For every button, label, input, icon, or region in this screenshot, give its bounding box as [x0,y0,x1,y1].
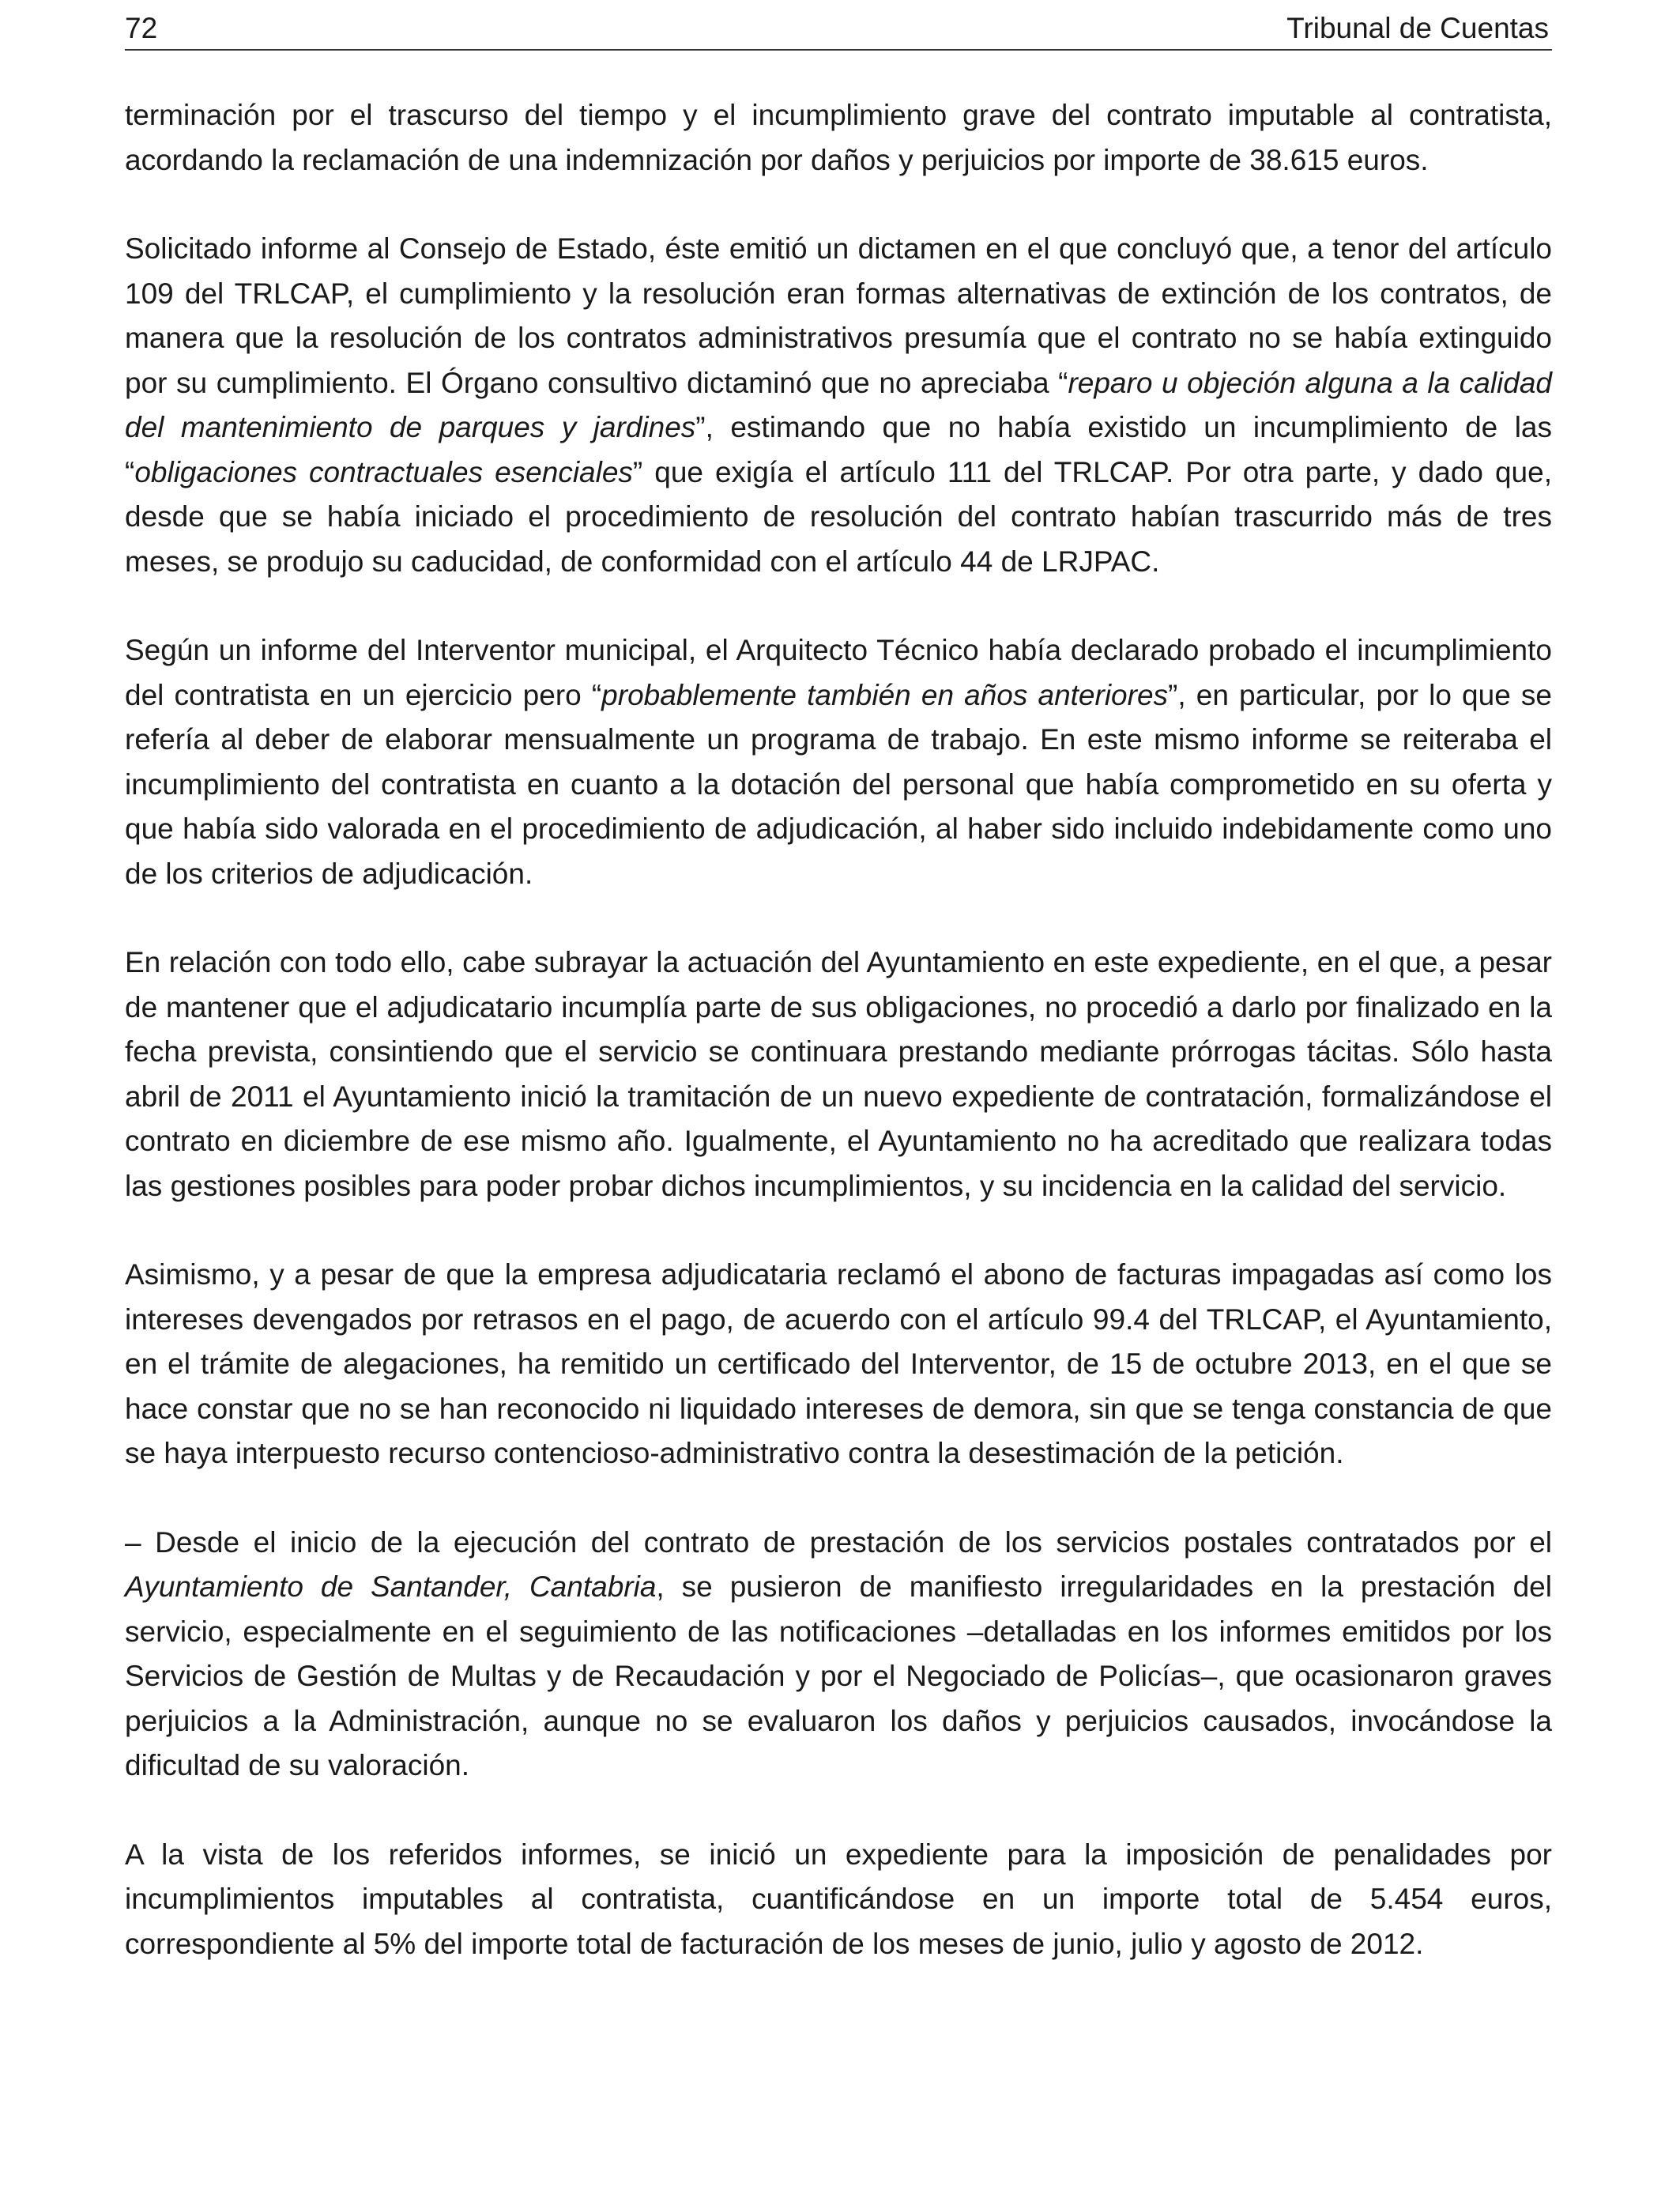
paragraph-4 [125,941,1552,1208]
paragraph-2-text-a: Solicitado informe al Consejo de Estado, éste emitió un dictamen en el que concluyó que, a tenor del artículo 109 del TRLCAP, el cumplimiento y la resolución eran formas alternativas de extinción de los contratos, de manera que la resolución de los contratos administrativos presumía que el contrato no se había extinguido por su cumplimiento. El Órgano consultivo dictaminó que no apreciaba “ [125,232,1552,399]
paragraph-3-quote: probablemente también en años anteriores [601,678,1169,711]
paragraph-2-quote-1: reparo u objeción alguna a la calidad del mantenimiento de parques y jardines [125,366,1552,443]
paragraph-4-text: En relación con todo ello, cabe subrayar la actuación del Ayuntamiento en este expediente, en el que, a pesar de mantener que el adjudicatario incumplía parte de sus obligaciones, no procedió a darlo por finalizado en la fecha prevista, consintiendo que el servicio se continuara prestando mediante prórrogas tácitas. Sólo hasta abril de 2011 el Ayuntamiento inició la tramitación de un nuevo expediente de contratación, formalizándose el contrato en diciembre de ese mismo año. Igualmente, el Ayuntamiento no ha acreditado que realizara todas las gestiones posibles para poder probar dichos incumplimientos, y su incidencia en la calidad del servicio. [125,946,1552,1202]
paragraph-2 [125,227,1552,584]
paragraph-6-text-c: , se pusieron de manifiesto irregularidades en la prestación del servicio, especialmente en el seguimiento de las notificaciones –detalladas en los informes emitidos por los Servicios de Gestión de Multas y de Recaudación y por el Negociado de Policías–, que ocasionaron graves perjuicios a la Administración, aunque no se evaluaron los daños y perjuicios causados, invocándose la dificultad de su valoración. [125,1570,1552,1781]
paragraph-6-text-a: – Desde el inicio de la ejecución del contrato de prestación de los servicios postales contratados por el [125,1525,1552,1559]
paragraph-6-list-item [125,1521,1552,1789]
document-body [125,93,1552,1966]
paragraph-2-text-e: ” que exigía el artículo 111 del TRLCAP. Por otra parte, y dado que, desde que se había iniciado el procedimiento de resolución del contrato habían trascurrido más de tres meses, se produjo su caducidad, de conformidad con el artículo 44 de LRJPAC. [125,455,1552,578]
paragraph-7-text: A la vista de los referidos informes, se inició un expediente para la imposición de penalidades por incumplimientos imputables al contratista, cuantificándose en un importe total de 5.454 euros, correspondiente al 5% del importe total de facturación de los meses de junio, julio y agosto de 2012. [125,1838,1552,1960]
page-number: 72 [125,12,158,44]
paragraph-5-text: Asimismo, y a pesar de que la empresa adjudicataria reclamó el abono de facturas impagadas así como los intereses devengados por retrasos en el pago, de acuerdo con el artículo 99.4 del TRLCAP, el Ayuntamiento, en el trámite de alegaciones, ha remitido un certificado del Interventor, de 15 de octubre 2013, en el que se hace constar que no se han reconocido ni liquidado intereses de demora, sin que se tenga constancia de que se haya interpuesto recurso contencioso-administrativo contra la desestimación de la petición. [125,1258,1552,1469]
page-header [125,8,1552,51]
paragraph-7 [125,1833,1552,1967]
paragraph-2-text-c: ”, estimando que no había existido un incumplimiento de las “ [125,411,1552,488]
paragraph-3 [125,628,1552,896]
paragraph-5 [125,1253,1552,1476]
paragraph-6-entity: Ayuntamiento de Santander, Cantabria [125,1570,657,1603]
paragraph-3-text-a: Según un informe del Interventor municipal, el Arquitecto Técnico había declarado probado el incumplimiento del contratista en un ejercicio pero “ [125,634,1552,711]
paragraph-2-quote-2: obligaciones contractuales esenciales [134,455,633,488]
paragraph-1-text: terminación por el trascurso del tiempo y el incumplimiento grave del contrato imputable al contratista, acordando la reclamación de una indemnización por daños y perjuicios por importe de 38.615 euros. [125,99,1552,176]
paragraph-3-text-c: ”, en particular, por lo que se refería al deber de elaborar mensualmente un programa de trabajo. En este mismo informe se reiteraba el incumplimiento del contratista en cuanto a la dotación del personal que había comprometido en su oferta y que había sido valorada en el procedimiento de adjudicación, al haber sido incluido indebidamente como uno de los criterios de adjudicación. [125,678,1552,890]
running-title: Tribunal de Cuentas [1286,12,1549,44]
paragraph-1 [125,93,1552,183]
